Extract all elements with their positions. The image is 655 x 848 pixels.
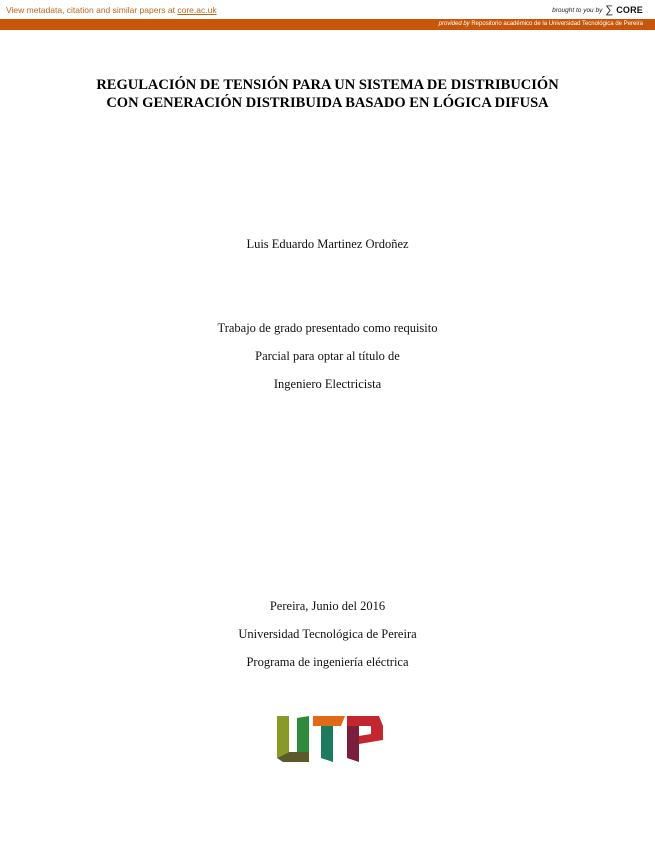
utp-logo-t-top [313, 716, 345, 726]
provided-by-label: provided by [438, 21, 470, 27]
brought-to-you-label: brought to you by [552, 6, 603, 14]
requirement-line-3: Ingeniero Electricista [273, 377, 382, 391]
thesis-title-line-1: REGULACIÓN DE TENSIÓN PARA UN SISTEMA DE DISTRIBUCIÓN [96, 77, 559, 93]
thesis-title-line-2: CON GENERACIÓN DISTRIBUIDA BASADO EN LÓGICA DIFUSA [106, 95, 549, 111]
core-metadata-text [6, 5, 217, 15]
utp-logo-u-right [297, 716, 309, 752]
core-metadata-label: View metadata, citation and similar papers at [6, 5, 175, 15]
core-logo-icon: ∑ [605, 3, 614, 16]
core-branding[interactable] [552, 3, 643, 17]
core-header [0, 0, 655, 19]
core-provided-bar [0, 19, 655, 30]
thesis-title [0, 76, 655, 112]
requirement-line-2: Parcial para optar al título de [255, 349, 400, 363]
program-name: Programa de ingeniería eléctrica [246, 655, 409, 669]
university-name: Universidad Tecnológica de Pereira [238, 627, 417, 641]
author-name: Luis Eduardo Martinez Ordoñez [246, 237, 409, 251]
requirement-line-1: Trabajo de grado presentado como requisito [217, 321, 438, 335]
repository-name: Repositorio académico de la Universidad Tecnológica de Pereira [471, 21, 643, 27]
utp-logo-icon [275, 712, 385, 769]
utp-logo-p-stem [347, 726, 359, 762]
core-link[interactable]: core.ac.uk [177, 5, 217, 15]
provided-by-text[interactable] [439, 20, 643, 29]
core-brand-label: CORE [616, 5, 643, 15]
place-date: Pereira, Junio del 2016 [269, 599, 386, 613]
utp-logo-t-stem [321, 726, 333, 762]
utp-logo-p-top [347, 716, 383, 726]
utp-logo-p-bowl [359, 726, 383, 744]
utp-logo-u-left [277, 716, 289, 758]
